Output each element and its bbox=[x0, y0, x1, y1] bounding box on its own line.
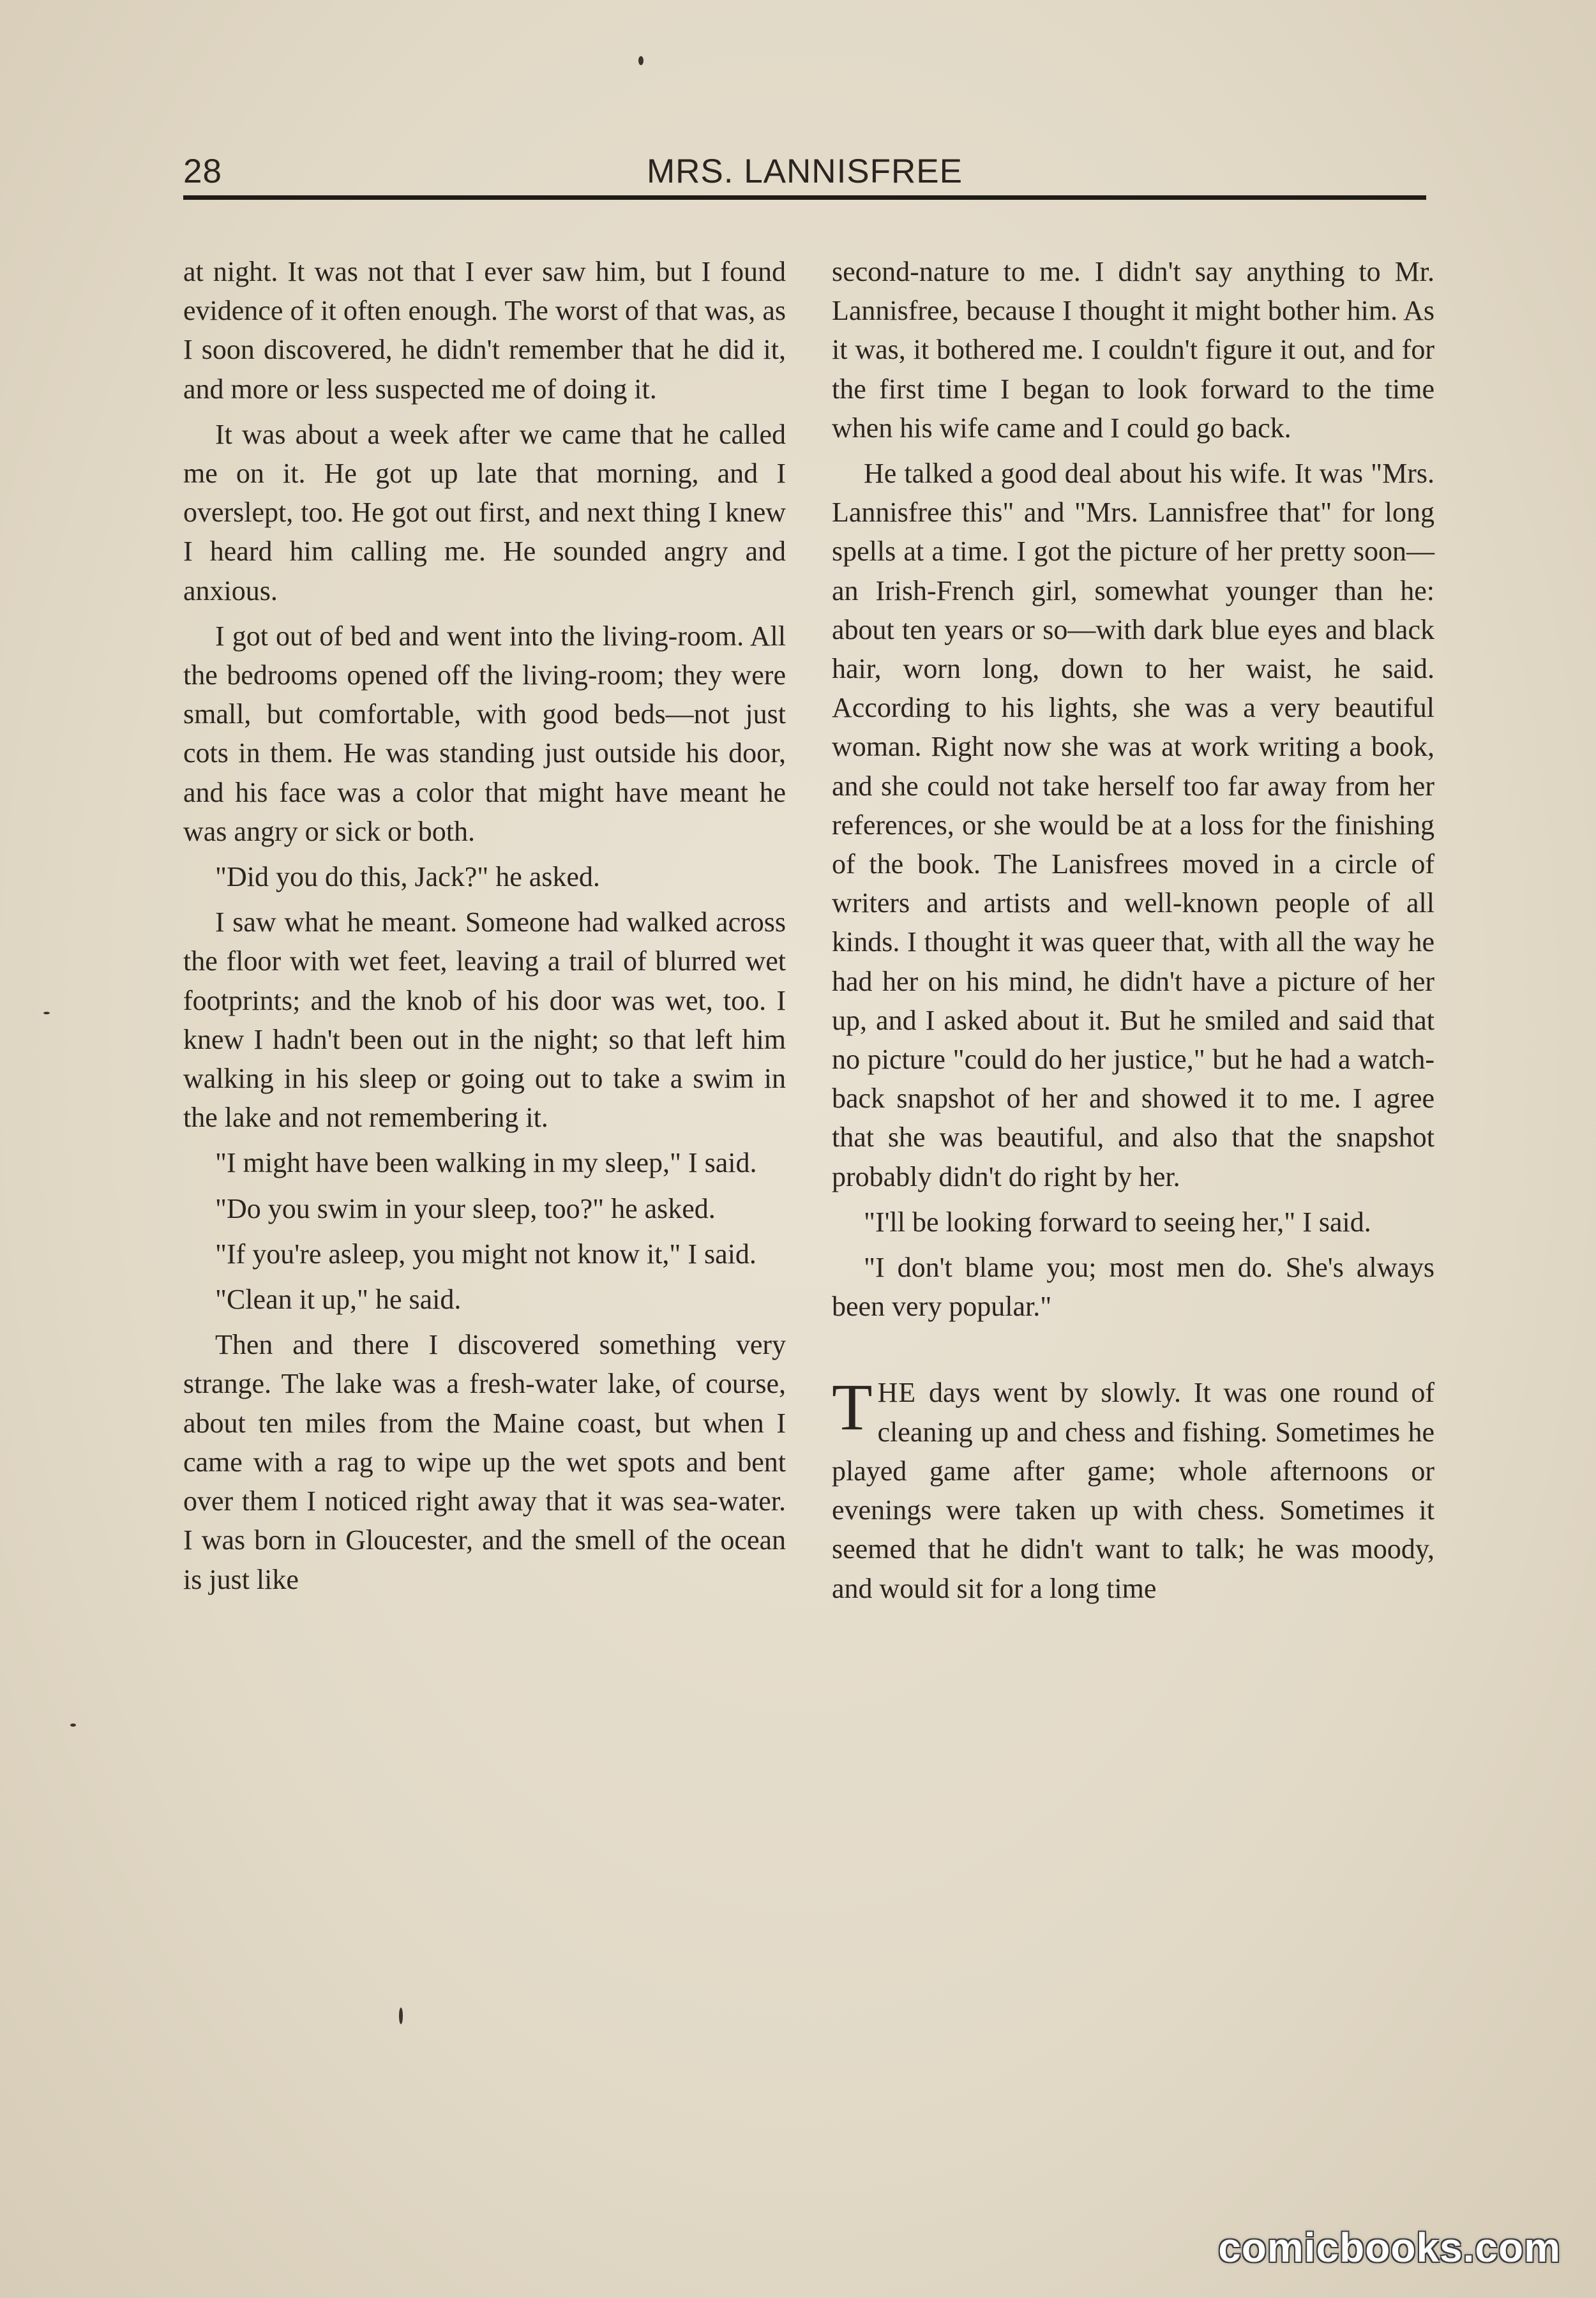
paragraph: Then and there I discovered something very strange. The lake was a fresh-water lake, of course, about ten miles from the Maine coast, but when I came with a rag to wipe up the wet spots and bent over them I noticed right away that it was sea-water. I was born in Gloucester, and the smell of the ocean is just like bbox=[183, 1329, 786, 1595]
section-opening-paragraph bbox=[832, 1373, 1434, 1607]
running-head: MRS. LANNISFREE bbox=[646, 153, 963, 190]
print-speck bbox=[638, 56, 644, 65]
paragraph: "I might have been walking in my sleep," I said. bbox=[215, 1147, 757, 1179]
section-text: days went by slowly. It was one round of cleaning up and chess and fishing. Sometimes he played game after game; whole afternoons or evenings were taken up with chess. Sometimes it seemed that he didn't want to talk; he was moody, and would sit for a long time bbox=[832, 1377, 1434, 1604]
print-speck bbox=[70, 1724, 76, 1727]
paragraph: He talked a good deal about his wife. It was "Mrs. Lannisfree this" and "Mrs. Lannisfree that" for long spells at a time. I got the picture of her pretty soon—an Irish-French girl, somewhat younger than he: about ten years or so—with dark blue eyes and black hair, worn long, down to her waist, he said. According to his lights, she was a very beautiful woman. Right now she was at work writing a book, and she could not take herself too far away from her references, or she would be at a loss for the finishing of the book. The Lanisfrees moved in a circle of writers and artists and well-known people of all kinds. I thought it was queer that, with all the way he had her on his mind, he didn't have a picture of her up, and I asked about it. But he smiled and said that no picture "could do her justice," but he had a watch-back snapshot of her and showed it to me. I agree that she was beautiful, and also that the snapshot probably didn't do right by her. bbox=[832, 458, 1434, 1192]
print-speck bbox=[399, 2008, 403, 2024]
left-column bbox=[183, 252, 786, 1599]
page-header bbox=[183, 152, 1426, 193]
small-caps-lead: HE bbox=[877, 1377, 917, 1409]
paragraph: "I'll be looking forward to seeing her," I said. bbox=[864, 1206, 1371, 1238]
paragraph: I saw what he meant. Someone had walked across the floor with wet feet, leaving a trail of blurred wet footprints; and the knob of his door was wet, too. I knew I hadn't been out in the night; so that left him walking in his sleep or going out to take a swim in the lake and not remembering it. bbox=[183, 906, 786, 1134]
paragraph: It was about a week after we came that he called me on it. He got up late that morning, and I overslept, too. He got out first, and next thing I knew I heard him calling me. He sounded angry and anxious. bbox=[183, 418, 786, 606]
paragraph: "Do you swim in your sleep, too?" he asked. bbox=[215, 1192, 716, 1224]
paragraph: I got out of bed and went into the living-room. All the bedrooms opened off the living-room; they were small, but comfortable, with good beds—not just cots in them. He was standing just outside his door, and his face was a color that might have meant he was angry or sick or both. bbox=[183, 620, 786, 847]
watermark-logo: comicbooks.com bbox=[1218, 2225, 1561, 2271]
paragraph: second-nature to me. I didn't say anything to Mr. Lannisfree, because I thought it might bother him. As it was, it bothered me. I couldn't figure it out, and for the first time I began to look forward to the time when his wife came and I could go back. bbox=[832, 256, 1434, 444]
print-speck bbox=[43, 1012, 50, 1014]
paragraph: "Clean it up," he said. bbox=[215, 1284, 462, 1316]
header-rule bbox=[183, 195, 1426, 200]
paragraph: "I don't blame you; most men do. She's always been very popular." bbox=[832, 1252, 1434, 1323]
drop-cap: T bbox=[832, 1371, 873, 1445]
paragraph: "Did you do this, Jack?" he asked. bbox=[215, 861, 600, 893]
paragraph: "If you're asleep, you might not know it," I said. bbox=[215, 1238, 757, 1270]
right-column bbox=[832, 252, 1434, 1608]
section-break bbox=[832, 1332, 1434, 1373]
page-number: 28 bbox=[183, 153, 222, 190]
paragraph: at night. It was not that I ever saw him, but I found evidence of it often enough. The worst of that was, as I soon discovered, he didn't remember that he did it, and more or less suspected me of doing it. bbox=[183, 256, 786, 405]
